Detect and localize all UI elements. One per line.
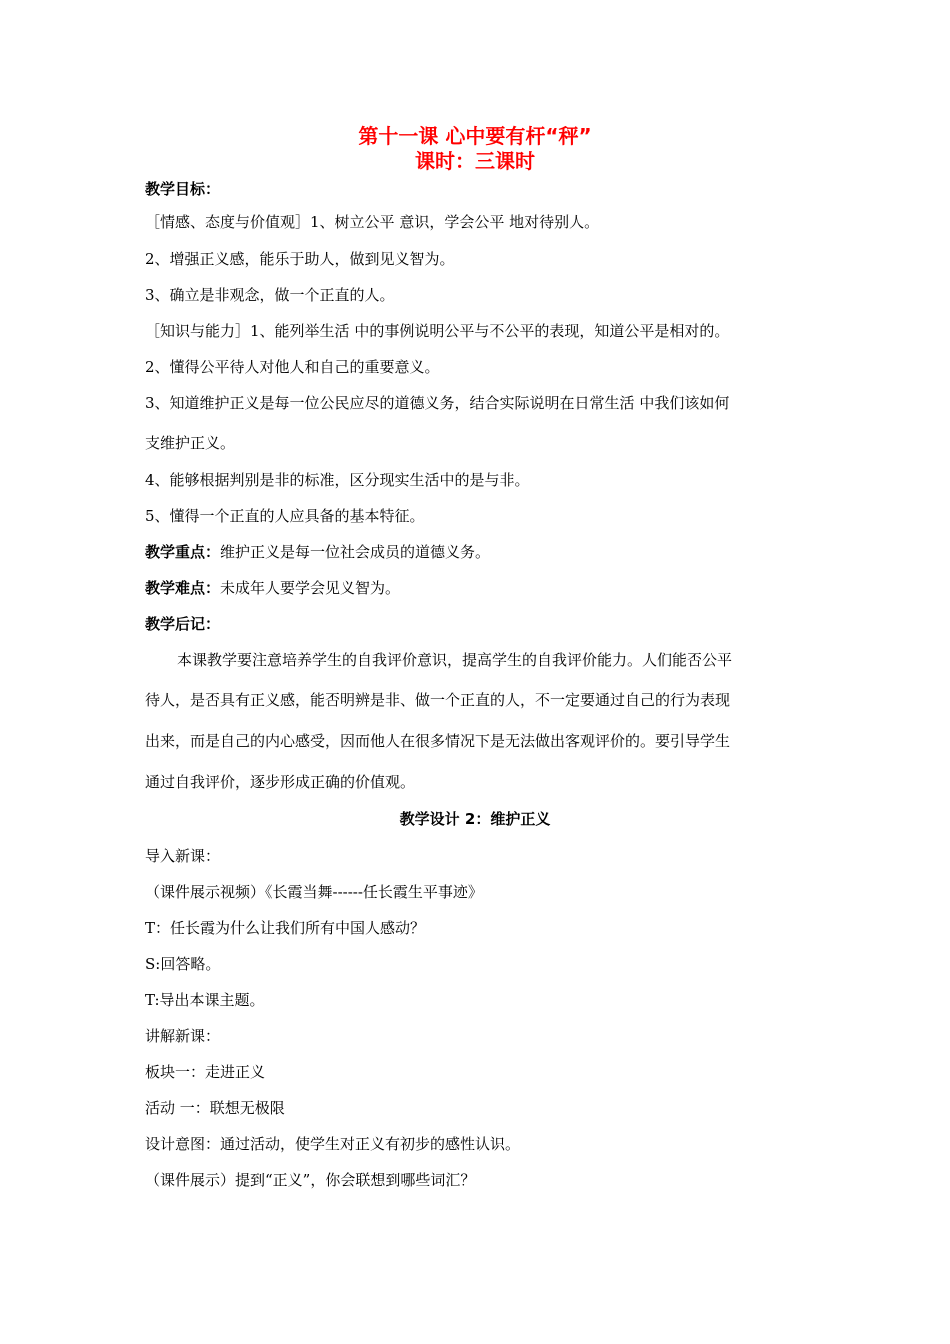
goal-line: 2、懂得公平待人对他人和自己的重要意义。 [145, 358, 440, 376]
difficulty-label: 教学难点： [145, 579, 221, 597]
goal-line: 2、增强正义感，能乐于助人，做到见义智为。 [145, 250, 455, 268]
design-heading: 教学设计 2：维护正义 [399, 810, 551, 828]
body-line: T:导出本课主题。 [145, 991, 265, 1009]
body-line: 板块一：走进正义 [145, 1063, 266, 1081]
body-line: 讲解新课： [145, 1027, 221, 1045]
goal-line: ［情感、态度与价值观］1、树立公平 意识，学会公平 地对待别人。 [145, 213, 600, 231]
goal-line: 5、懂得一个正直的人应具备的基本特征。 [145, 507, 425, 525]
document-title: 第十一课 心中要有杆“秤” [358, 124, 592, 148]
body-line: 设计意图：通过活动，使学生对正义有初步的感性认识。 [145, 1135, 521, 1153]
body-line: 活动 一：联想无极限 [145, 1099, 285, 1117]
body-line: （课件展示）提到“正义”，你会联想到哪些词汇？ [145, 1171, 476, 1189]
postscript-paragraph: 通过自我评价，逐步形成正确的价值观。 [145, 773, 416, 791]
document-subtitle: 课时：三课时 [415, 149, 535, 173]
postscript-paragraph: 出来，而是自己的内心感受，因而他人在很多情况下是无法做出客观评价的。要引导学生 [145, 732, 731, 750]
postscript-paragraph: 本课教学要注意培养学生的自我评价意识，提高学生的自我评价能力。人们能否公平 [177, 651, 733, 669]
goal-line: 4、能够根据判别是非的标准，区分现实生活中的是与非。 [145, 471, 530, 489]
goal-line: 3、知道维护正义是每一位公民应尽的道德义务，结合实际说明在日常生活 中我们该如何 [145, 394, 730, 412]
difficulty-text: 未成年人要学会见义智为。 [220, 579, 401, 597]
body-line: 导入新课： [145, 847, 221, 865]
goals-heading: 教学目标： [145, 180, 221, 198]
body-line: （课件展示视频）《长霞当舞------任长霞生平事迹》 [145, 883, 483, 901]
body-line: S:回答略。 [145, 955, 221, 973]
difficulty-point [145, 578, 815, 598]
key-point [145, 542, 815, 562]
key-point-label: 教学重点： [145, 543, 221, 561]
postscript-paragraph: 待人，是否具有正义感，能否明辨是非、做一个正直的人，不一定要通过自己的行为表现 [145, 691, 731, 709]
key-point-text: 维护正义是每一位社会成员的道德义务。 [220, 543, 491, 561]
body-line: T：任长霞为什么让我们所有中国人感动？ [145, 919, 426, 937]
postscript-heading: 教学后记： [145, 615, 221, 633]
goal-line: 支维护正义。 [145, 434, 236, 452]
goal-line: 3、确立是非观念，做一个正直的人。 [145, 286, 395, 304]
goal-line: ［知识与能力］1、能列举生活 中的事例说明公平与不公平的表现，知道公平是相对的。 [145, 322, 730, 340]
